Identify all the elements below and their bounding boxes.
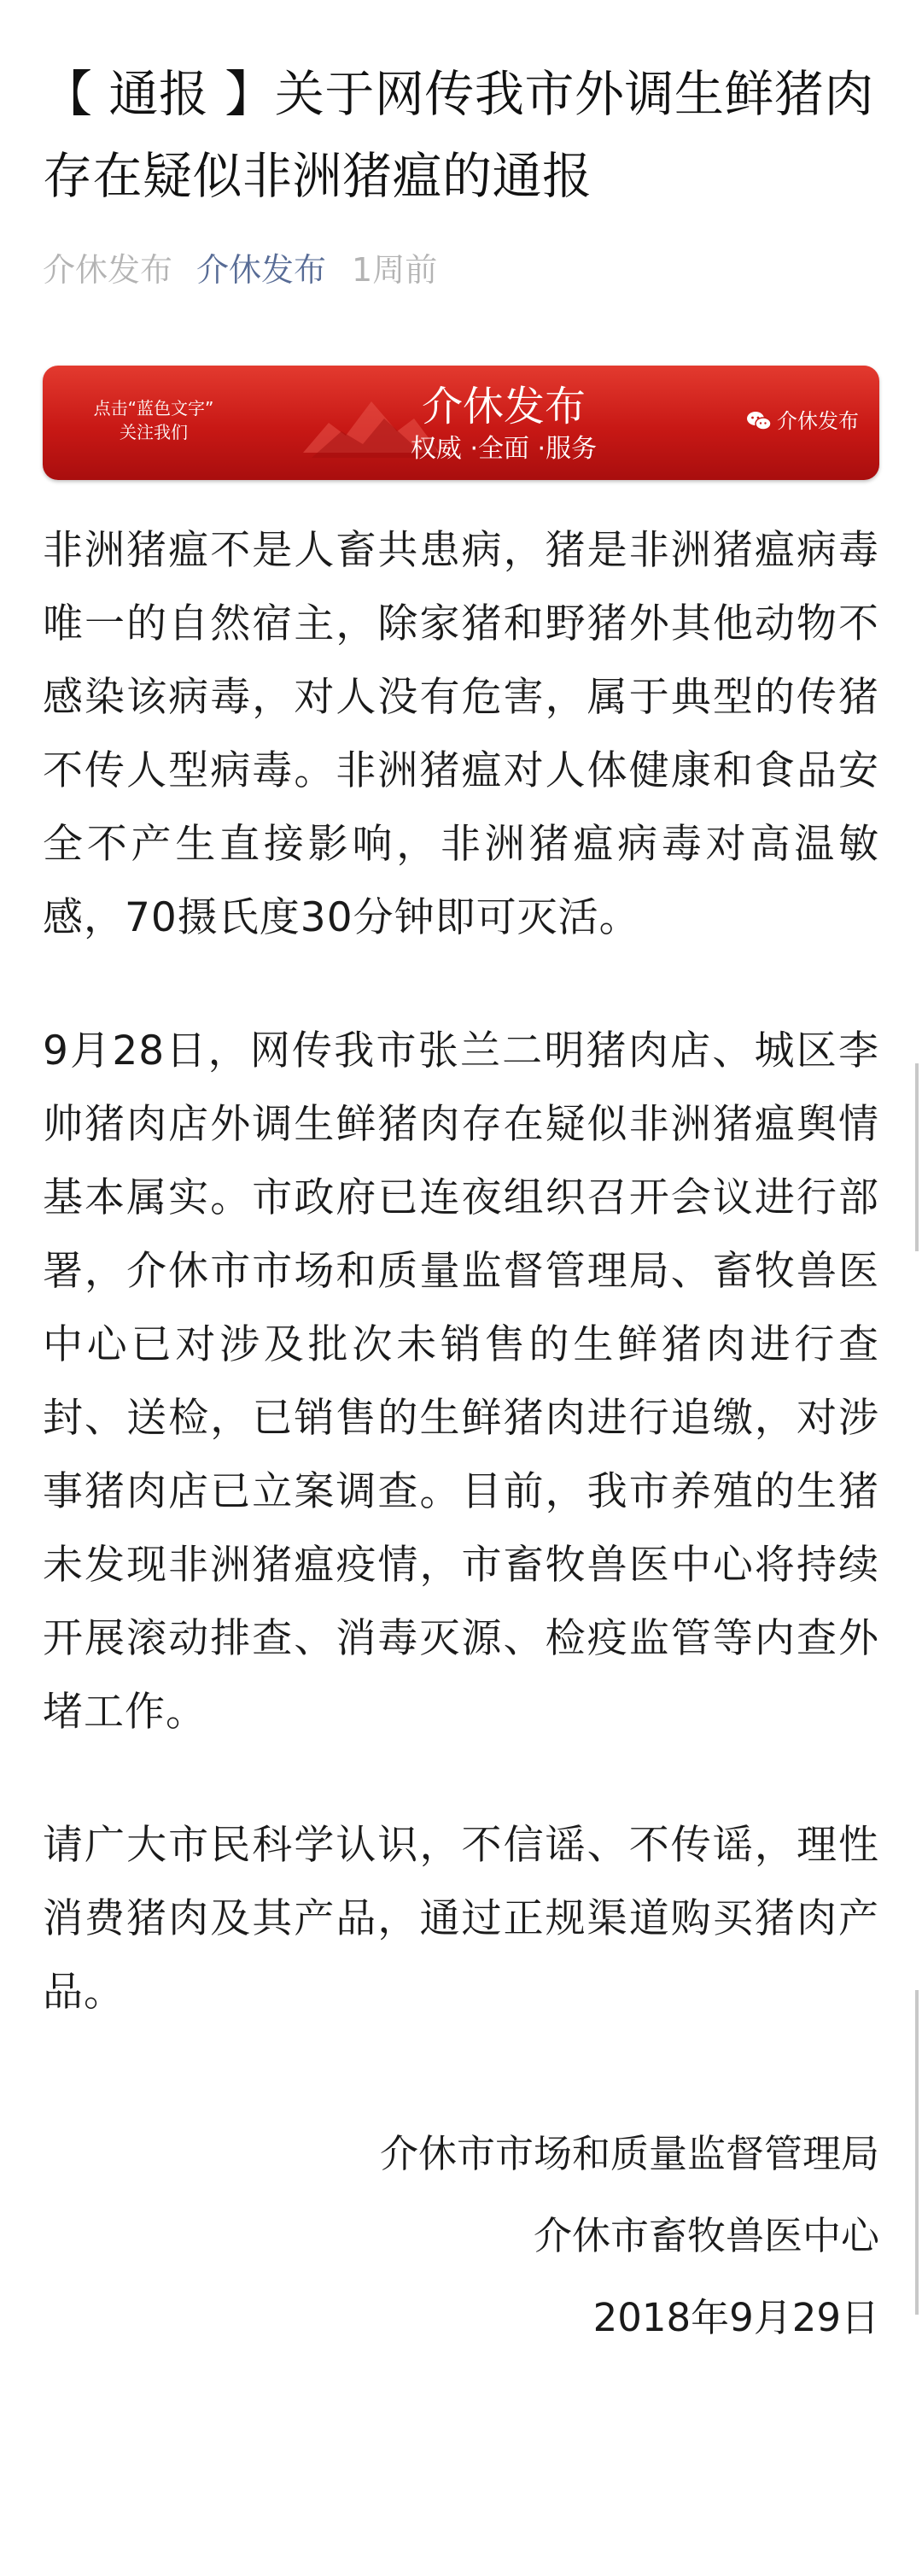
banner-wechat-label: [746, 400, 859, 442]
author-name: 介休发布: [43, 250, 173, 289]
article-paragraph: 9月28日，网传我市张兰二明猪肉店、城区李帅猪肉店外调生鲜猪肉存在疑似非洲猪瘟舆情基本属实。市政府已连夜组织召开会议进行部署，介休市市场和质量监督管理局、畜牧兽医中心已对涉及批次未销售的生鲜猪肉进行查封、送检，已销售的生鲜猪肉进行追缴，对涉事猪肉店已立案调查。目前，我市养殖的生猪未发现非洲猪瘟疫情，市畜牧兽医中心将持续开展滚动排查、消毒灭源、检疫监管等内查外堵工作。: [43, 1027, 879, 1736]
signature-block: [43, 2113, 879, 2359]
banner-follow-line2: 关注我们: [120, 422, 188, 442]
account-banner[interactable]: [43, 366, 879, 480]
banner-follow-line1: 点击“蓝色文字”: [93, 398, 214, 419]
article-paragraph: 非洲猪瘟不是人畜共患病，猪是非洲猪瘟病毒唯一的自然宿主，除家猪和野猪外其他动物不感染该病毒，对人没有危害，属于典型的传猪不传人型病毒。非洲猪瘟对人体健康和食品安全不产生直接影响，非洲猪瘟病毒对高温敏感，70摄氏度30分钟即可灭活。: [43, 527, 879, 941]
banner-account-name: 介休发布: [421, 383, 586, 430]
article-meta: [43, 241, 879, 292]
article-paragraph: 请广大市民科学认识，不信谣、不传谣，理性消费猪肉及其产品，通过正规渠道购买猪肉产品。: [43, 1822, 879, 2016]
scrollbar-thumb[interactable]: [915, 1063, 919, 1251]
account-link[interactable]: 介休发布: [196, 250, 327, 289]
banner-slogan: 权威 ·全面 ·服务: [410, 434, 598, 464]
signature-org1: 介休市市场和质量监督管理局: [379, 2131, 879, 2176]
article-title: 【 通报 】关于网传我市外调生鲜猪肉存在疑似非洲猪瘟的通报: [43, 65, 874, 205]
banner-follow-text: [68, 396, 239, 444]
signature-org2: 介休市畜牧兽医中心: [533, 2213, 879, 2258]
scrollbar-thumb-lower[interactable]: [915, 1990, 919, 2315]
wechat-icon: [746, 410, 772, 432]
publish-time: 1周前: [352, 250, 438, 289]
signature-date: 2018年9月29日: [592, 2295, 879, 2340]
banner-wechat-text: 介休发布: [777, 409, 859, 433]
